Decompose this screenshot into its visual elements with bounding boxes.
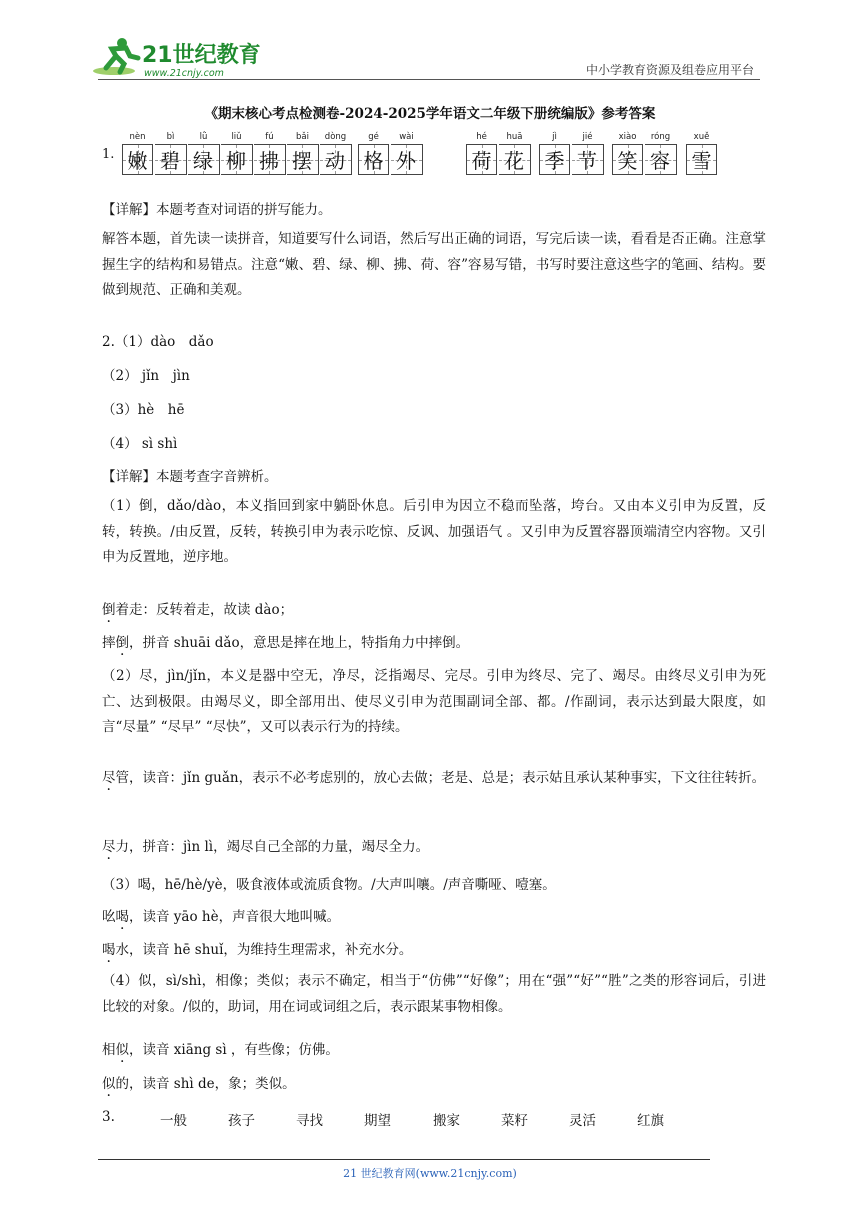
char-cell	[121, 130, 154, 175]
answer-character: 外	[396, 149, 416, 173]
q2-example-4b	[102, 1072, 296, 1092]
char-cell	[154, 130, 187, 175]
q2-example-3a	[102, 905, 340, 925]
answer-character: 嫩	[127, 149, 148, 173]
example-text: 着走：反转着走，故读 dào；	[115, 602, 294, 618]
tianzige-box	[466, 144, 497, 175]
char-cell	[571, 130, 604, 175]
pinyin-label: wài	[399, 132, 414, 142]
pinyin-label: liǔ	[231, 132, 242, 142]
example-prefix: 摔	[102, 635, 116, 651]
pinyin-label: xiào	[618, 132, 637, 142]
pinyin-label: hé	[476, 132, 487, 142]
pinyin-label: nèn	[129, 132, 146, 142]
tianzige-box	[320, 144, 352, 175]
pinyin-label: xuě	[693, 132, 710, 142]
answer-character: 容	[650, 149, 670, 173]
q2-answer-1: 2.（1）dào dǎo	[102, 334, 214, 350]
q1-explanation: 解答本题，首先读一读拼音，知道要写什么词语，然后写出正确的词语，写完后读一读，看看是否正确。注意掌握生字的结构和易错点。注意“嫩、碧、绿、柳、拂、荷、容”容易写错，书写时要注意这些字的笔画、结构。要做到规范、正确和美观。	[102, 231, 766, 298]
answer-character: 季	[544, 149, 565, 173]
logo-url: www.21cnjy.com	[144, 68, 224, 79]
tianzige-box	[645, 144, 677, 175]
tianzige-box	[686, 144, 717, 175]
q3-word: 寻找	[296, 1113, 323, 1129]
example-text: 的，读音 shì de，象；类似。	[115, 1076, 296, 1092]
dotted-char: 倒	[115, 635, 129, 651]
dotted-char: 似	[102, 1076, 116, 1092]
example-prefix: 吆	[102, 909, 116, 925]
pinyin-label: huā	[506, 132, 523, 142]
example-text: ，拼音 shuāi dǎo，意思是摔在地上，特指角力中摔倒。	[129, 635, 470, 651]
header-divider	[98, 79, 760, 80]
q2-answer-3: （3）hè hē	[102, 402, 185, 418]
tianzige-box	[122, 144, 153, 175]
q2-example-1a	[102, 598, 293, 618]
q2-explain-1: （1）倒，dǎo/dào，本义指回到家中躺卧休息。后引申为因立不稳而坠落，垮台。又由本义引申为反置，反转，转换。/由反置，反转，转换引申为表示吃惊、反讽、加强语气 。又引申为反置容器顶端清空内容物。又引申为反置地，逆序地。	[102, 498, 766, 565]
dotted-char: 喝	[115, 909, 129, 925]
q2-explain-2: （2）尽，jìn/jǐn，本义是器中空无，净尽，泛指竭尽、完尽。引申为终尽、完了、竭尽。由终尽义引申为死亡、达到极限。由竭尽义，即全部用出、使尽义引申为范围副词全部、都。/作副词，表示达到最大限度，如言“尽量” “尽早” “尽快”，又可以表示行为的持续。	[102, 668, 766, 735]
footer-link[interactable]: 21 世纪教育网(www.21cnjy.com)	[343, 1167, 517, 1180]
tianzige-box	[499, 144, 531, 175]
tianzige-box	[188, 144, 220, 175]
example-text: ，读音 yāo hè，声音很大地叫喊。	[129, 909, 341, 925]
tianzige-box	[155, 144, 187, 175]
tianzige-box	[391, 144, 423, 175]
question-1-number: 1.	[102, 147, 115, 162]
answer-character: 拂	[259, 149, 279, 173]
char-cell	[220, 130, 253, 175]
answer-character: 柳	[226, 149, 246, 173]
pinyin-label: lǜ	[199, 132, 208, 142]
question-3-number: 3.	[102, 1109, 115, 1125]
q3-word: 孩子	[228, 1113, 255, 1129]
q2-example-4a	[102, 1038, 339, 1058]
char-cell	[465, 130, 498, 175]
q3-word: 期望	[364, 1113, 391, 1129]
word-group	[538, 130, 604, 175]
char-cell	[644, 130, 677, 175]
pinyin-label: jì	[552, 132, 557, 142]
site-logo	[92, 34, 262, 80]
word-group	[357, 130, 423, 175]
dotted-char: 似	[115, 1042, 129, 1058]
char-cell	[611, 130, 644, 175]
answer-character: 节	[577, 149, 597, 173]
pinyin-label: fú	[265, 132, 274, 142]
pinyin-label: dòng	[324, 132, 347, 142]
tianzige-box	[572, 144, 604, 175]
q2-answer-2: （2） jǐn jìn	[102, 368, 190, 384]
q2-example-2a	[102, 766, 766, 792]
example-prefix: 相	[102, 1042, 116, 1058]
word-group	[121, 130, 352, 175]
site-tagline: 中小学教育资源及组卷应用平台	[585, 63, 754, 77]
example-text: ，读音 xiāng sì ，有些像；仿佛。	[129, 1042, 339, 1058]
char-cell	[253, 130, 286, 175]
tianzige-box	[287, 144, 319, 175]
pinyin-label: róng	[650, 132, 671, 142]
word-group	[611, 130, 677, 175]
tianzige-box	[539, 144, 570, 175]
q1-detail: 【详解】本题考查对词语的拼写能力。	[102, 202, 332, 218]
answer-character: 花	[504, 149, 524, 173]
answer-character: 荷	[471, 149, 492, 173]
q3-word: 搬家	[433, 1113, 460, 1129]
answer-character: 碧	[160, 149, 180, 173]
example-text: 水，读音 hē shuǐ，为维持生理需求，补充水分。	[115, 942, 413, 958]
pinyin-label: jié	[582, 132, 593, 142]
pinyin-label: bì	[166, 132, 175, 142]
q2-explain-4: （4）似，sì/shì，相像；类似；表示不确定，相当于“仿佛”“好像”；用在“强”“好”“胜”之类的形容词后，引进比较的对象。/似的，助词，用在词或词组之后，表示跟某事物相像。	[102, 973, 766, 1015]
q2-example-1b	[102, 631, 469, 651]
dotted-char: 尽	[102, 770, 116, 786]
q2-answer-4: （4） sì shì	[102, 436, 178, 452]
answer-character: 笑	[617, 149, 638, 173]
q3-word: 灵活	[569, 1113, 596, 1129]
q2-detail: 【详解】本题考查字音辨析。	[102, 469, 278, 485]
pinyin-label: bǎi	[296, 132, 309, 142]
answer-character: 绿	[193, 149, 213, 173]
footer-divider	[98, 1159, 710, 1160]
tianzige-box	[221, 144, 253, 175]
char-cell	[685, 130, 718, 175]
char-cell	[319, 130, 352, 175]
q3-word: 一般	[160, 1113, 187, 1129]
dotted-char: 倒	[102, 602, 116, 618]
answer-character: 格	[363, 149, 384, 173]
q2-example-3b	[102, 938, 412, 958]
pinyin-label: gé	[368, 132, 379, 142]
char-cell	[538, 130, 571, 175]
q3-word: 菜籽	[501, 1113, 528, 1129]
word-group	[685, 130, 718, 175]
dotted-char: 喝	[102, 942, 116, 958]
answer-character: 雪	[691, 149, 712, 173]
tianzige-box	[358, 144, 389, 175]
tianzige-box	[612, 144, 643, 175]
doc-title: 《期末核心考点检测卷-2024-2025学年语文二年级下册统编版》参考答案	[204, 106, 656, 122]
tianzige-box	[254, 144, 286, 175]
answer-character: 摆	[292, 149, 312, 173]
word-group	[465, 130, 531, 175]
char-cell	[286, 130, 319, 175]
char-cell	[390, 130, 423, 175]
example-text: 管，读音：jǐn guǎn，表示不必考虑别的，放心去做；老是、总是；表示姑且承认某种事实，下文往往转折。	[115, 770, 766, 786]
q2-explain-3: （3）喝，hē/hè/yè，吸食液体或流质食物。/大声叫嚷。/声音嘶哑、噎塞。	[102, 877, 556, 893]
logo-text: 21世纪教育	[142, 43, 261, 68]
q3-word: 红旗	[637, 1113, 664, 1129]
char-cell	[187, 130, 220, 175]
char-cell	[498, 130, 531, 175]
answer-character: 动	[325, 149, 345, 173]
q2-example-2b	[102, 835, 429, 855]
example-text: 力，拼音：jìn lì，竭尽自己全部的力量，竭尽全力。	[115, 839, 430, 855]
dotted-char: 尽	[102, 839, 116, 855]
char-cell	[357, 130, 390, 175]
